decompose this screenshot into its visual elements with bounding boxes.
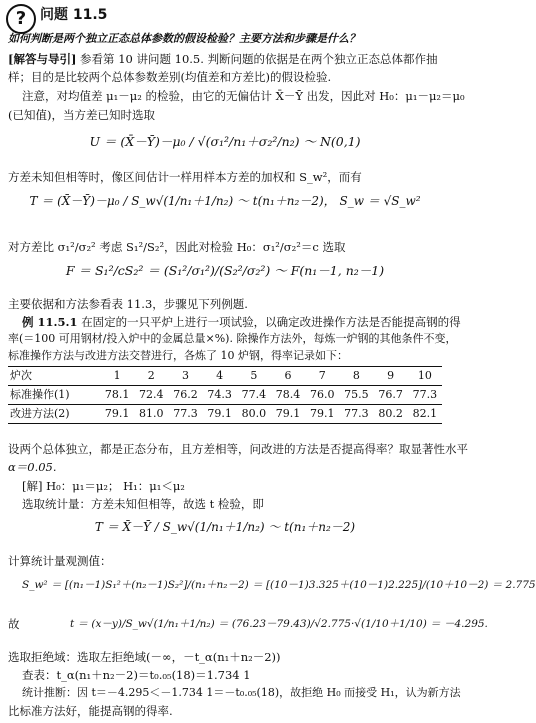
formula-f: F ＝ S₁²/cS₂² ＝ (S₁²/σ₁²)/(S₂²/σ₂²) ～ F(n₁－1, n₂－1) xyxy=(65,263,385,278)
solution-inference-2: 比标准方法好，能提高钢的得率. xyxy=(8,704,173,718)
formula-t-value: t ＝ (x－y)/S_w√(1/n₁＋1/n₂) ＝ (76.23－79.43)/√2.775·√(1/10＋1/10) ＝ －4.295. xyxy=(70,618,488,630)
column-header: 7 xyxy=(305,367,339,386)
answer-line-2: 样；目的是比较两个总体参数差别(均值差和方差比)的假设检验. xyxy=(8,70,332,84)
column-header: 2 xyxy=(134,367,168,386)
column-header: 4 xyxy=(203,367,237,386)
formula-u: U ＝ (X̄－Ȳ)－μ₀ / √(σ₁²/n₁＋σ₂²/n₂) ～ N(0,1) xyxy=(89,134,361,149)
yield-table xyxy=(8,366,442,424)
solution-region: 选取拒绝域：选取左拒绝域(－∞，－t_α(n₁＋n₂－2)) xyxy=(8,650,281,664)
column-header: 6 xyxy=(271,367,305,386)
table-cell: 80.2 xyxy=(374,405,408,424)
formula-sw: S_w² ＝ [(n₁－1)S₁²＋(n₂－1)S₂²]/(n₁＋n₂－2) ＝ [(10－1)3.325＋(10－1)2.225]/(10＋10－2) ＝ 2.775 xyxy=(22,579,536,591)
note-line-1: 注意，对均值差 μ₁－μ₂ 的检验，由它的无偏估计 X̄－Ȳ 出发，因此对 H₀：μ₁－μ₂＝μ₀ xyxy=(22,89,465,103)
table-cell: 79.1 xyxy=(271,405,305,424)
column-header: 5 xyxy=(237,367,271,386)
table-cell: 78.1 xyxy=(100,386,134,405)
question-mark-icon: ? xyxy=(6,4,36,34)
answer-line-1 xyxy=(8,50,442,68)
table-cell: 79.1 xyxy=(100,405,134,424)
table-cell: 75.5 xyxy=(339,386,373,405)
table-cell: 76.0 xyxy=(305,386,339,405)
example-line-2: 率(＝100 可用钢材/投入炉中的金属总量×%). 除操作方法外，每炼一炉钢的其他条件不变， xyxy=(8,332,457,345)
column-header: 10 xyxy=(408,367,442,386)
table-cell: 80.0 xyxy=(237,405,271,424)
paragraph-variance-ratio: 对方差比 σ₁²/σ₂² 考虑 S₁²/S₂²，因此对检验 H₀：σ₁²/σ₂²＝c 选取 xyxy=(8,240,346,254)
row-label: 改进方法(2) xyxy=(8,405,100,424)
solution-table-lookup: 查表：t_α(n₁＋n₂－2)＝t₀.₀₅(18)＝1.734 1 xyxy=(22,668,251,682)
solution-compute: 计算统计量观测值： xyxy=(8,554,112,568)
example-text-1: 在固定的一只平炉上进行一项试验，以确定改进操作方法是否能提高钢的得 xyxy=(81,315,461,329)
paragraph-unknown-variance: 方差未知但相等时，像区间估计一样用样本方差的加权和 S_w²，而有 xyxy=(8,170,362,184)
formula-t-test: T ＝ X̄－Ȳ / S_w√(1/n₁＋1/n₂) ～ t(n₁＋n₂－2) xyxy=(94,520,356,534)
solution-statistic: 选取统计量：方差未知但相等，故选 t 检验，即 xyxy=(22,497,264,511)
table-cell: 72.4 xyxy=(134,386,168,405)
table-cell: 81.0 xyxy=(134,405,168,424)
example-line-3: 标准操作方法与改进方法交替进行，各炼了 10 炉钢，得率记录如下： xyxy=(8,349,348,362)
table-cell: 82.1 xyxy=(408,405,442,424)
answer-label: [解答与导引] xyxy=(8,52,77,66)
solution-inference-1: 统计推断：因 t＝－4.295＜－1.734 1＝－t₀.₀₅(18)，故拒绝 H₀ 而接受 H₁，认为新方法 xyxy=(22,686,461,699)
column-header: 1 xyxy=(100,367,134,386)
row-label: 标准操作(1) xyxy=(8,386,100,405)
table-cell: 79.1 xyxy=(305,405,339,424)
solution-question-1: 设两个总体独立，都是正态分布，且方差相等，问改进的方法是否提高得率？取显著性水平 xyxy=(8,442,468,456)
column-header: 8 xyxy=(339,367,373,386)
table-header-row xyxy=(8,367,442,386)
column-header: 9 xyxy=(374,367,408,386)
example-line-1 xyxy=(22,313,461,331)
column-header: 3 xyxy=(168,367,202,386)
example-label: 例 11.5.1 xyxy=(22,315,78,329)
table-cell: 78.4 xyxy=(271,386,305,405)
note-line-2: (已知值)，当方差已知时选取 xyxy=(8,108,155,122)
paragraph-method: 主要依据和方法参看表 11.3，步骤见下列例题. xyxy=(8,297,248,311)
question-text: 如何判断是两个独立正态总体参数的假设检验？主要方法和步骤是什么？ xyxy=(8,32,360,45)
table-cell: 79.1 xyxy=(203,405,237,424)
solution-hypotheses: [解] H₀：μ₁＝μ₂； H₁：μ₁＜μ₂ xyxy=(22,479,185,493)
table-cell: 77.3 xyxy=(168,405,202,424)
solution-question-2: α＝0.05. xyxy=(8,460,57,474)
table-cell: 77.3 xyxy=(339,405,373,424)
section-title: 问题 11.5 xyxy=(40,7,108,23)
solution-hence: 故 xyxy=(8,617,20,631)
answer-text-1: 参看第 10 讲问题 10.5. 判断问题的依据是在两个独立正态总体都作抽 xyxy=(80,52,438,66)
table-row xyxy=(8,405,442,424)
table-header-label: 炉次 xyxy=(8,367,100,386)
formula-t: T ＝ (X̄－Ȳ)－μ₀ / S_w√(1/n₁＋1/n₂) ～ t(n₁＋n₂－2)， S_w ＝ √S_w² xyxy=(29,194,421,208)
table-cell: 77.3 xyxy=(408,386,442,405)
table-cell: 76.2 xyxy=(168,386,202,405)
table-cell: 77.4 xyxy=(237,386,271,405)
table-cell: 74.3 xyxy=(203,386,237,405)
table-cell: 76.7 xyxy=(374,386,408,405)
table-row xyxy=(8,386,442,405)
